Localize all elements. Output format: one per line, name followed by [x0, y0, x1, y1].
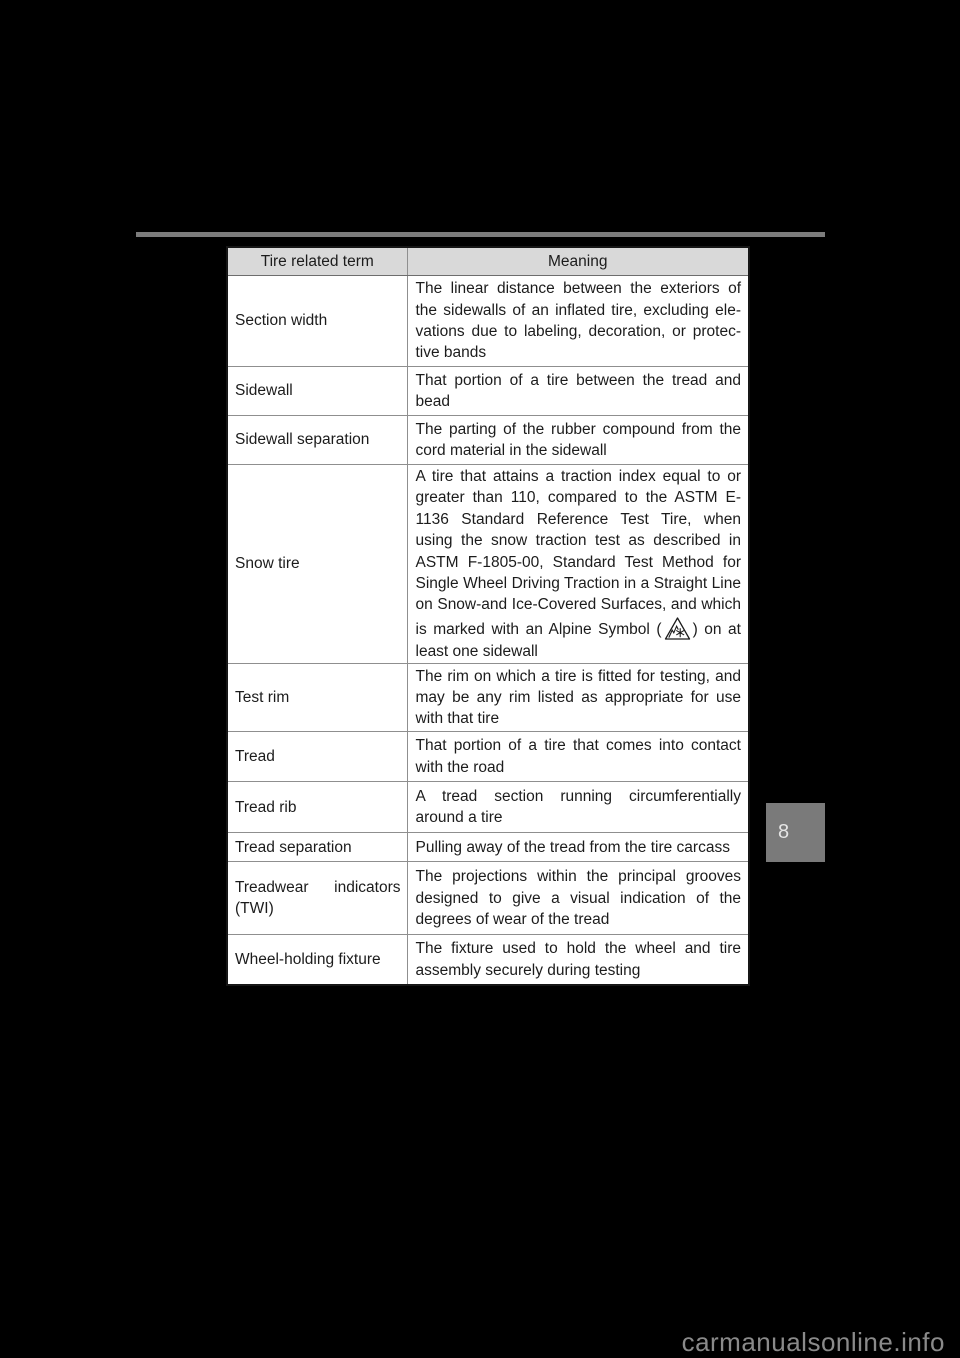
- table-row: [227, 465, 749, 664]
- watermark-text: carmanualsonline.info: [681, 1327, 945, 1357]
- meaning-cell: The rim on which a tire is fitted for testing, and may be any rim listed as appropriate for use with that tire: [407, 664, 749, 732]
- table-row: [227, 276, 749, 367]
- term-column-header: Tire related term: [227, 247, 407, 276]
- table-row: [227, 664, 749, 732]
- term-cell: Section width: [227, 276, 407, 367]
- meaning-cell: The linear distance between the exteriors of the sidewalls of an inflated tire, excluding elevations due to labeling, decoration, or protective bands: [407, 276, 749, 367]
- table-row: [227, 732, 749, 782]
- meaning-cell: The fixture used to hold the wheel and tire assembly securely during testing: [407, 935, 749, 986]
- meaning-cell: [407, 465, 749, 664]
- table-row: [227, 935, 749, 986]
- term-cell: Test rim: [227, 664, 407, 732]
- term-cell: Tread rib: [227, 782, 407, 833]
- table-row: [227, 367, 749, 416]
- term-cell: Treadwear indicators (TWI): [227, 862, 407, 935]
- term-cell: Tread: [227, 732, 407, 782]
- section-divider-rule: [136, 232, 825, 237]
- table-row: [227, 862, 749, 935]
- tire-terms-table: [226, 246, 750, 986]
- term-cell: Wheel-holding fixture: [227, 935, 407, 986]
- term-cell: Sidewall separation: [227, 416, 407, 465]
- table-row: [227, 782, 749, 833]
- table-row: [227, 833, 749, 862]
- meaning-cell: Pulling away of the tread from the tire carcass: [407, 833, 749, 862]
- table-row: [227, 416, 749, 465]
- term-cell: Tread separation: [227, 833, 407, 862]
- meaning-column-header: Meaning: [407, 247, 749, 276]
- meaning-cell: The projections within the principal grooves designed to give a visual indication of the degrees of wear of the tread: [407, 862, 749, 935]
- chapter-tab: 8: [766, 803, 825, 862]
- meaning-text-after-icon: ) on at least one sidewall: [415, 620, 741, 660]
- meaning-cell: A tread section running circumferentially around a tire: [407, 782, 749, 833]
- term-cell: Sidewall: [227, 367, 407, 416]
- meaning-cell: That portion of a tire that comes into contact with the road: [407, 732, 749, 782]
- table-header-row: [227, 247, 749, 276]
- meaning-text-before-icon: A tire that attains a traction index equal to or greater than 110, compared to the ASTM E-1136 Standard Reference Test Tire, when using the snow traction test as described in ASTM F-1805-00, Standard Test Method for Single Wheel Driving Traction in a Straight Line on Snow-and Ice-Covered Surfaces, and which is marked with an Alpine Symbol (: [415, 468, 741, 638]
- meaning-cell: The parting of the rubber compound from the cord material in the sidewall: [407, 416, 749, 465]
- alpine-symbol-icon: [664, 616, 691, 641]
- term-cell: Snow tire: [227, 465, 407, 664]
- meaning-cell: That portion of a tire between the tread and bead: [407, 367, 749, 416]
